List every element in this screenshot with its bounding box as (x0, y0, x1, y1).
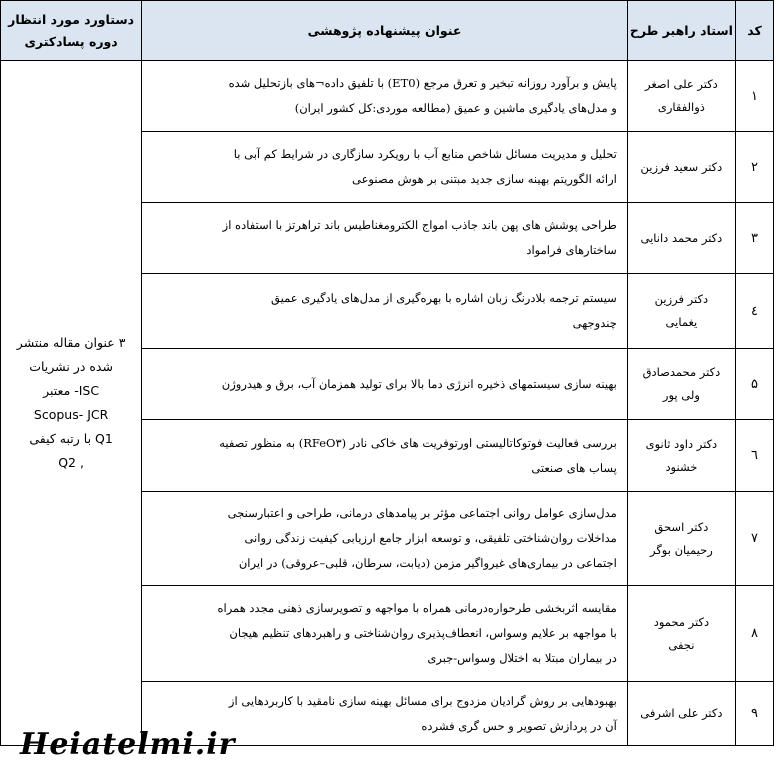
outcome-line4: Scopus- JCR (33, 407, 109, 422)
row-code: ۸ (735, 586, 773, 682)
row-title (142, 349, 628, 420)
row-title (142, 420, 628, 492)
supervisor-line: خشنود (665, 459, 698, 474)
supervisor-line: دکتر داود ثانوی (645, 436, 718, 451)
supervisor-line: ذوالفقاری (657, 100, 705, 114)
outcome-line2: شده در نشریات (29, 359, 113, 374)
supervisor-line: نجفی (668, 637, 695, 652)
title-line: بهینه سازی سیستمهای ذخیره انرژی دما بالا برای تولید همزمان آب، برق و هیدروژن (221, 376, 617, 391)
row-code: ۹ (735, 682, 773, 746)
header-outcome (1, 1, 142, 61)
title-line: آن در پردازش تصویر و حس گری فشرده (421, 718, 617, 733)
supervisor-line: دکتر فرزین (654, 292, 709, 306)
row-supervisor (627, 274, 735, 349)
header-outcome-line1: دستاورد مورد انتظار (8, 11, 135, 27)
title-line: بهبودهایی بر روش گرادیان مزدوج برای مسائل بهینه سازی نامقید با کاربردهایی از (228, 693, 617, 708)
row-code: ٦ (735, 420, 773, 492)
row-code: ۵ (735, 349, 773, 420)
supervisor-line: رحیمیان بوگر (649, 542, 713, 557)
header-code: کد (735, 1, 773, 61)
supervisor-line: دکتر محمود (653, 614, 710, 629)
title-line: با مواجهه بر علایم وسواس، انعطاف‌پذیری روان‌شناختی و راهبردهای تنظیم هیجان (229, 626, 617, 640)
table-row (1, 61, 774, 132)
outcome-line3: ISC- معتبر (43, 383, 100, 398)
header-title: عنوان پیشنهاده پژوهشی (142, 1, 628, 61)
row-supervisor (627, 586, 735, 682)
row-code: ۷ (735, 492, 773, 586)
header-outcome-line2: دوره پسادکتری (24, 33, 118, 49)
row-code: ۲ (735, 132, 773, 203)
row-title (142, 586, 628, 682)
title-line: پایش و برآورد روزانه تبخیر و تعرق مرجع (ET0) با تلفیق داده¬های بازتحلیل شده (228, 76, 617, 90)
title-line: و مدل‌های یادگیری ماشین و عمیق (مطالعه موردی:کل کشور ایران) (294, 101, 617, 115)
row-supervisor (627, 420, 735, 492)
supervisor-line: دکتر محمد دانایی (640, 230, 723, 245)
title-line: تحلیل و مدیریت مسائل شاخص منابع آب با رویکرد سازگاری در شرایط کم آبی با (233, 147, 617, 161)
watermark-logo: Heiatelmi.ir (20, 727, 236, 762)
row-supervisor (627, 132, 735, 203)
supervisor-line: دکتر سعید فرزین (640, 159, 723, 174)
title-line: سیستم ترجمه بلادرنگ زبان اشاره با بهره‌گیری از مدل‌های یادگیری عمیق (271, 291, 617, 305)
supervisor-line: دکتر اسحق (654, 519, 709, 534)
outcome-line1: ۳ عنوان مقاله منتشر (16, 335, 126, 350)
row-supervisor (627, 492, 735, 586)
title-line: بررسی فعالیت فوتوکاتالیستی اورتوفریت های خاکی نادر (RFeO۳) به منظور تصفیه (219, 435, 617, 450)
row-title (142, 61, 628, 132)
row-code: ۳ (735, 203, 773, 274)
title-line: مدل‌سازی عوامل روانی اجتماعی مؤثر بر پیامدهای درمانی، طراحی و اعتبارسنجی (227, 506, 617, 520)
row-title (142, 132, 628, 203)
row-supervisor (627, 349, 735, 420)
row-supervisor (627, 61, 735, 132)
title-line: مداخلات روان‌شناختی تلفیقی، و توسعه ابزار جامع ارزیابی کیفیت زندگی روانی (244, 531, 617, 545)
title-line: چندوجهی (572, 316, 617, 330)
header-row (1, 1, 774, 61)
title-line: ارائه الگوریتم بهینه سازی جدید مبتنی بر هوش مصنوعی (351, 172, 617, 186)
row-title (142, 492, 628, 586)
outcome-line5: Q1 با رتبه کیفی (29, 431, 113, 446)
title-line: طراحی پوشش های پهن باند جاذب امواج الکترومغناطیس باند تراهرتز با استفاده از (222, 218, 617, 232)
supervisor-line: دکتر علی اشرفی (640, 706, 723, 720)
title-line: در بیماران مبتلا به اختلال وسواس-جبری (427, 651, 617, 665)
supervisor-line: یغمایی (665, 315, 698, 329)
title-line: ساختارهای فرامواد (526, 243, 617, 257)
supervisor-line: دکتر محمدصادق (642, 365, 721, 379)
supervisor-line: ولی پور (662, 388, 700, 402)
title-line: مقایسه اثربخشی طرحواره‌درمانی همراه با مواجهه و تصویرسازی ذهنی مجدد همراه (217, 601, 617, 615)
outcome-line6: , Q2 (58, 455, 84, 470)
row-title (142, 274, 628, 349)
supervisor-line: دکتر علی اصغر (644, 77, 718, 91)
title-line: اجتماعی در بیماری‌های غیرواگیر مزمن (دیابت، سرطان، قلبی–عروقی) در ایران (238, 556, 617, 570)
row-code: ٤ (735, 274, 773, 349)
row-code: ۱ (735, 61, 773, 132)
row-supervisor (627, 203, 735, 274)
title-line: پساب های صنعتی (531, 460, 617, 475)
row-supervisor (627, 682, 735, 746)
row-title (142, 203, 628, 274)
outcome-cell (1, 61, 142, 746)
header-supervisor: استاد راهبر طرح (627, 1, 735, 61)
